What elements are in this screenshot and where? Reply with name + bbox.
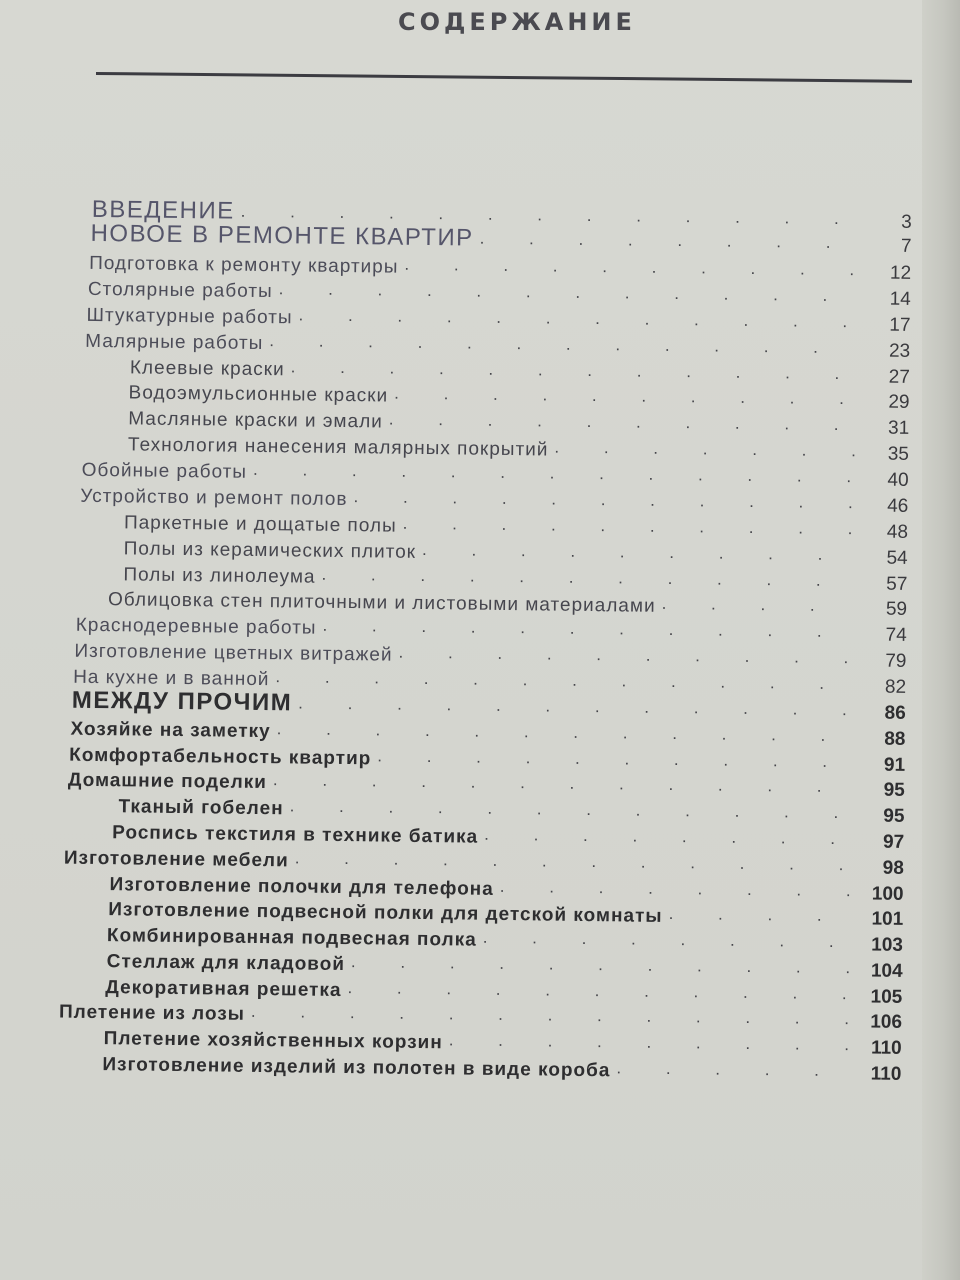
toc-entry-page: 7	[900, 235, 912, 257]
toc-entry-page: 95	[883, 805, 905, 827]
header-rule	[96, 72, 912, 83]
toc-entry-page: 54	[886, 547, 908, 569]
toc-leader-dots	[389, 410, 858, 436]
toc-entry-title: Плетение из лозы	[58, 1001, 246, 1025]
toc-leader-dots	[404, 255, 859, 281]
toc-entry-title: Клеевые краски	[129, 357, 285, 381]
toc-leader-dots	[353, 487, 856, 513]
toc-leader-dots	[347, 978, 850, 1004]
toc-leader-dots	[322, 616, 854, 643]
toc-entry-title: Устройство и ремонт полов	[80, 485, 348, 511]
toc-leader-dots	[398, 643, 854, 669]
toc-entry-title: Подготовка к ремонту квартиры	[89, 252, 399, 278]
table-of-contents	[0, 197, 960, 1109]
toc-entry-page: 91	[883, 754, 906, 776]
toc-leader-dots	[279, 279, 859, 306]
toc-leader-dots	[403, 514, 857, 540]
toc-entry-title: Хозяйке на заметку	[70, 718, 271, 743]
toc-entry-page: 74	[885, 624, 907, 646]
toc-leader-dots	[449, 1030, 850, 1055]
toc-entry-title: Облицовка стен плиточными и листовыми материалами	[107, 589, 656, 617]
toc-entry-title: Комфортабельность квартир	[69, 744, 372, 770]
toc-entry-page: 57	[886, 573, 908, 595]
toc-leader-dots	[394, 384, 858, 410]
toc-leader-dots	[422, 540, 856, 565]
toc-entry-page: 40	[887, 469, 909, 491]
toc-entry-page: 110	[870, 1037, 902, 1059]
toc-entry-title: Плетение хозяйственных корзин	[103, 1028, 443, 1054]
toc-leader-dots	[290, 796, 853, 823]
toc-entry-title: Комбинированная подвесная полка	[106, 925, 477, 951]
toc-entry-title: Водоэмульсионные краски	[128, 382, 389, 407]
toc-entry-title: Декоративная решетка	[105, 977, 342, 1002]
toc-entry-title: Полы из керамических плиток	[123, 538, 417, 563]
toc-leader-dots	[269, 331, 858, 358]
toc-entry-title: Технология нанесения малярных покрытий	[127, 434, 549, 461]
toc-leader-dots	[483, 928, 851, 952]
toc-entry-title: Обойные работы	[81, 459, 248, 483]
toc-entry-page: 88	[884, 728, 906, 750]
toc-leader-dots	[321, 565, 855, 592]
toc-entry-title: Роспись текстиля в технике батика	[112, 822, 479, 848]
toc-entry-title: ВВЕДЕНИЕ	[91, 195, 235, 225]
toc-entry-page: 17	[889, 314, 911, 336]
toc-entry-title: Штукатурные работы	[86, 304, 293, 329]
toc-entry-page: 105	[870, 986, 903, 1008]
toc-entry-page: 29	[888, 391, 910, 413]
toc-entry-title: Малярные работы	[85, 330, 264, 355]
toc-entry-page: 110	[870, 1063, 902, 1085]
toc-leader-dots	[295, 848, 852, 875]
toc-entry-page: 104	[870, 960, 903, 982]
toc-leader-dots	[253, 460, 857, 487]
toc-leader-dots	[500, 877, 852, 901]
toc-entry-title: Изготовление мебели	[63, 847, 289, 872]
toc-entry-title: Изготовление изделий из полотен в виде короба	[102, 1054, 611, 1082]
toc-leader-dots	[662, 594, 856, 616]
toc-entry-page: 103	[871, 934, 904, 956]
toc-leader-dots	[480, 229, 860, 254]
toc-entry-page: 23	[888, 340, 911, 362]
toc-entry-title: Масляные краски и эмали	[128, 408, 383, 433]
page-title: СОДЕРЖАНИЕ	[398, 8, 636, 36]
toc-entry-page: 106	[870, 1011, 903, 1033]
toc-leader-dots	[275, 667, 854, 694]
toc-leader-dots	[377, 746, 853, 772]
toc-leader-dots	[616, 1058, 849, 1081]
toc-leader-dots	[291, 357, 858, 384]
toc-entry-title: НОВОЕ В РЕМОНТЕ КВАРТИР	[90, 219, 474, 252]
toc-entry-title: На кухне и в ванной	[73, 666, 270, 691]
toc-entry-title: Тканый гобелен	[118, 796, 284, 820]
toc-leader-dots	[298, 693, 854, 720]
toc-entry-title: Изготовление подвесной полки для детской комнаты	[108, 899, 663, 927]
toc-entry-page: 59	[885, 598, 908, 620]
toc-leader-dots	[554, 438, 857, 462]
toc-entry-page: 100	[871, 883, 904, 905]
toc-leader-dots	[298, 305, 858, 332]
toc-entry-page: 35	[887, 443, 910, 465]
toc-leader-dots	[669, 904, 852, 926]
toc-leader-dots	[273, 770, 853, 797]
toc-entry-page: 27	[888, 366, 910, 388]
toc-entry-page: 3	[901, 211, 912, 233]
toc-entry-page: 46	[887, 495, 909, 517]
toc-entry-title: Полы из линолеума	[123, 564, 316, 588]
toc-entry-page: 12	[889, 262, 912, 284]
toc-entry-page: 31	[887, 417, 910, 439]
toc-entry-title: МЕЖДУ ПРОЧИМ	[71, 686, 293, 717]
toc-entry-page: 97	[882, 831, 905, 853]
toc-leader-dots	[277, 719, 854, 746]
toc-entry-page: 79	[885, 650, 907, 672]
toc-entry-title: Изготовление цветных витражей	[74, 640, 393, 666]
toc-leader-dots	[484, 825, 852, 849]
toc-entry-page: 98	[882, 857, 904, 879]
toc-leader-dots	[251, 1002, 850, 1029]
toc-entry-page: 14	[889, 288, 911, 310]
toc-entry-page: 86	[884, 702, 906, 724]
toc-entry-title: Столярные работы	[87, 278, 273, 303]
toc-entry-title: Стеллаж для кладовой	[106, 951, 346, 976]
toc-entry-page: 82	[884, 676, 907, 698]
toc-entry-title: Домашние поделки	[67, 769, 268, 794]
toc-entry-page: 95	[883, 779, 905, 801]
toc-entry-title: Изготовление полочки для телефона	[109, 874, 494, 900]
toc-entry-title: Краснодеревные работы	[75, 614, 317, 639]
toc-entry-page: 101	[871, 908, 904, 930]
toc-entry-page: 48	[886, 521, 909, 543]
toc-entry-title: Паркетные и дощатые полы	[123, 512, 397, 537]
toc-leader-dots	[351, 952, 851, 978]
